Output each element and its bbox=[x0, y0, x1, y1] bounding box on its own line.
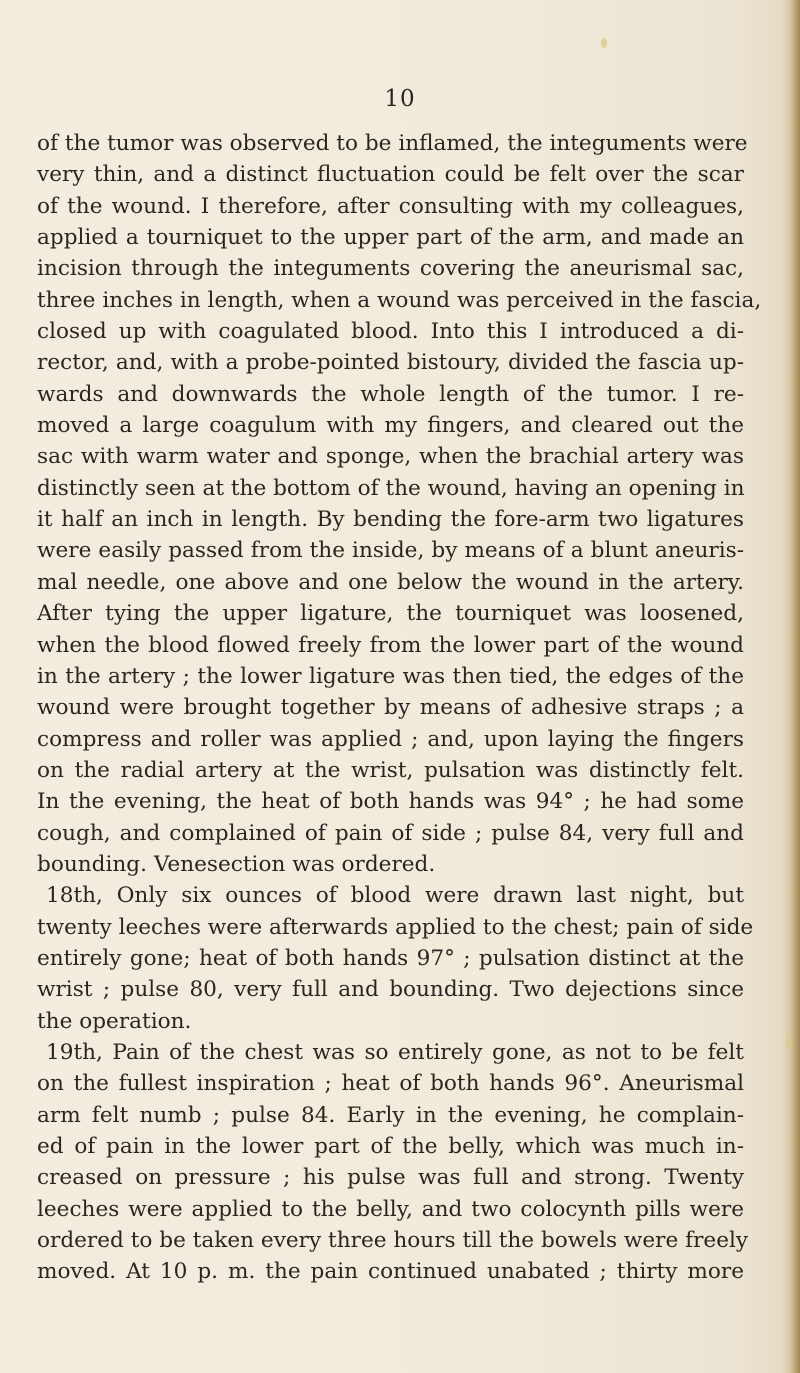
text-line: closed up with coagulated blood. Into this I introduced a di- bbox=[37, 319, 744, 345]
text-line: the operation. bbox=[37, 1008, 192, 1034]
text-line: rector, and, with a probe-pointed bistoury, divided the fascia up- bbox=[37, 350, 744, 376]
text-line: leeches were applied to the belly, and two colocynth pills were bbox=[37, 1196, 744, 1222]
body-text bbox=[37, 128, 762, 1288]
text-line: ed of pain in the lower part of the belly, which was much in- bbox=[37, 1134, 744, 1159]
text-line: arm felt numb ; pulse 84. Early in the evening, he complain- bbox=[37, 1102, 744, 1128]
text-line: wrist ; pulse 80, very full and bounding. Two dejections since bbox=[37, 977, 744, 1003]
text-line: After tying the upper ligature, the tourniquet was loosened, bbox=[37, 601, 744, 627]
text-line: twenty leeches were afterwards applied to the chest; pain of side bbox=[37, 914, 754, 940]
page-edge-shadow bbox=[782, 0, 800, 1373]
text-line: sac with warm water and sponge, when the brachial artery was bbox=[37, 444, 744, 470]
text-line: of the wound. I therefore, after consulting with my colleagues, bbox=[37, 193, 744, 219]
text-line: three inches in length, when a wound was perceived in the fascia, bbox=[37, 287, 762, 313]
text-line: distinctly seen at the bottom of the wound, having an opening in bbox=[37, 475, 745, 501]
text-line: In the evening, the heat of both hands was 94° ; he had some bbox=[37, 789, 744, 815]
text-line: ordered to be taken every three hours till the bowels were freely bbox=[37, 1228, 749, 1254]
text-line: when the blood flowed freely from the lower part of the wound bbox=[37, 632, 744, 658]
text-line: wards and downwards the whole length of the tumor. I re- bbox=[37, 381, 744, 407]
text-line: bounding. Venesection was ordered. bbox=[37, 851, 436, 877]
text-line: incision through the integuments covering the aneurismal sac, bbox=[37, 256, 744, 282]
text-line: were easily passed from the inside, by means of a blunt aneuris- bbox=[37, 538, 744, 564]
text-line: applied a tourniquet to the upper part of the arm, and made an bbox=[37, 225, 744, 251]
text-line: compress and roller was applied ; and, upon laying the fingers bbox=[37, 726, 744, 752]
text-line: on the fullest inspiration ; heat of both hands 96°. Aneurismal bbox=[37, 1071, 744, 1097]
text-line: mal needle, one above and one below the wound in the artery. bbox=[37, 569, 744, 595]
text-line: cough, and complained of pain of side ; pulse 84, very full and bbox=[37, 820, 744, 846]
text-line: very thin, and a distinct fluctuation could be felt over the scar bbox=[37, 162, 744, 188]
text-line: 18th, Only six ounces of blood were drawn last night, but bbox=[46, 883, 744, 909]
text-line: of the tumor was observed to be inflamed, the integuments were bbox=[37, 131, 748, 156]
text-line: creased on pressure ; his pulse was full and strong. Twenty bbox=[37, 1165, 744, 1191]
text-line: moved a large coagulum with my fingers, and cleared out the bbox=[37, 413, 744, 439]
ink-blot bbox=[786, 1038, 792, 1048]
text-line: on the radial artery at the wrist, pulsation was distinctly felt. bbox=[37, 757, 744, 783]
text-line: wound were brought together by means of adhesive straps ; a bbox=[37, 695, 744, 721]
ink-blot bbox=[601, 38, 607, 48]
text-line: entirely gone; heat of both hands 97° ; pulsation distinct at the bbox=[37, 945, 744, 971]
text-line: 19th, Pain of the chest was so entirely gone, as not to be felt bbox=[46, 1039, 744, 1065]
text-line: moved. At 10 p. m. the pain continued unabated ; thirty more bbox=[37, 1259, 744, 1285]
page-number: 10 bbox=[384, 86, 416, 112]
text-line: it half an inch in length. By bending the fore-arm two ligatures bbox=[37, 507, 744, 533]
text-line: in the artery ; the lower ligature was then tied, the edges of the bbox=[37, 663, 744, 689]
